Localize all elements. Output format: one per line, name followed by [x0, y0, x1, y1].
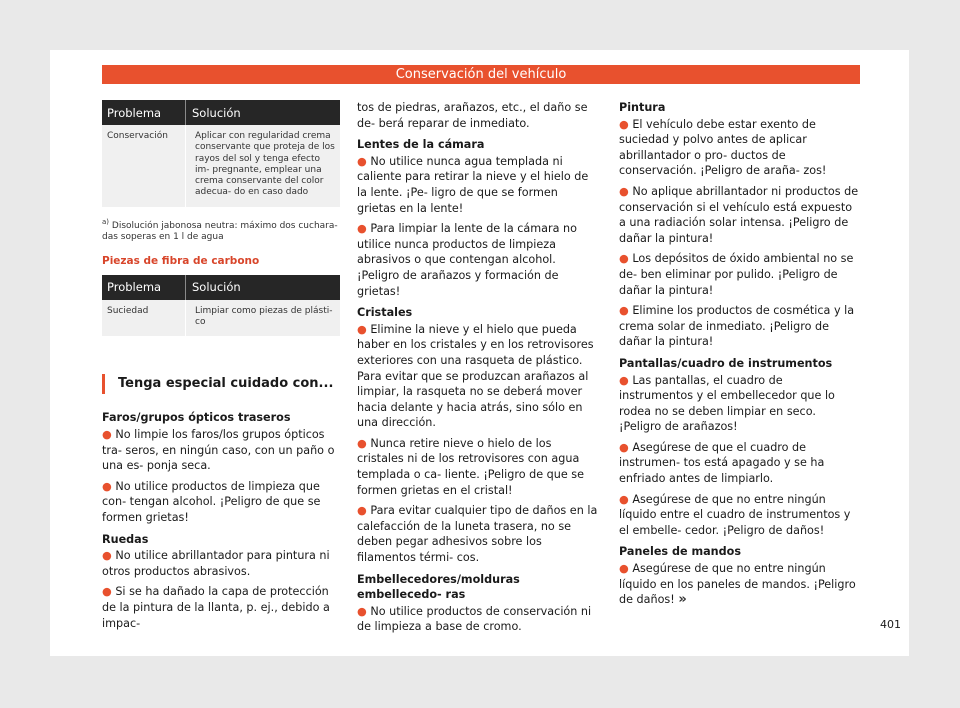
- bullet-text: No utilice abrillantador para pintura ni otros productos abrasivos.: [102, 549, 330, 578]
- bullet-text: Si se ha dañado la capa de protección de la pintura de la llanta, p. ej., debido a impac-: [102, 585, 330, 630]
- bullet-icon: ●: [357, 154, 367, 168]
- bullet-item: [102, 584, 340, 631]
- table-row: [102, 300, 340, 337]
- section-heading: Cristales: [357, 306, 413, 320]
- bullet-text: Nunca retire nieve o hielo de los cristales ni de los retrovisores con agua templada o ca- liente. ¡Peligro de que se formen grietas en el cristal!: [357, 436, 584, 497]
- table-cell-solution: Aplicar con regularidad crema conservante que proteja de los rayos del sol y tenga efecto im- pregnante, emplear una crema conservante del color adecua- do en caso dado: [186, 125, 341, 207]
- section-heading: Lentes de la cámara: [357, 138, 485, 152]
- bullet-item: [102, 548, 340, 579]
- bullet-text: No aplique abrillantador ni productos de conservación si el vehículo está expuesto a una radiación solar intensa. ¡Peligro de dañar la pintura!: [619, 184, 859, 245]
- bullet-item: [357, 221, 600, 299]
- bullet-item: [619, 492, 860, 539]
- continue-icon: »: [678, 592, 687, 608]
- bullet-item: [357, 322, 600, 431]
- bullet-text: Elimine la nieve y el hielo que pueda haber en los cristales y en los retrovisores exteriores con una rasqueta de plástico. Para evitar que se produzcan arañazos al limpiar, la rasqueta no se deberá mover hacia delante y hacia atrás, sino sólo en una dirección.: [357, 322, 594, 430]
- bullet-icon: ●: [619, 117, 629, 131]
- bullet-icon: ●: [619, 304, 629, 318]
- section-heading: Ruedas: [102, 532, 149, 546]
- bullet-item: [619, 561, 860, 608]
- bullet-text: No utilice nunca agua templada ni caliente para retirar la nieve y el hielo de la lente. ¡Pe- ligro de que se formen grietas en la lente!: [357, 154, 589, 215]
- table-cell-problem: Suciedad: [102, 300, 186, 337]
- table-row: [102, 125, 340, 207]
- care-table: [102, 100, 340, 207]
- bullet-item: [619, 184, 860, 246]
- bullet-text: Los depósitos de óxido ambiental no se de- ben eliminar por pulido. ¡Peligro de dañar la pintura!: [619, 252, 854, 297]
- section-heading: Paneles de mandos: [619, 545, 741, 559]
- column-middle: [357, 100, 600, 640]
- section-heading: Embellecedores/molduras embellecedo- ras: [357, 572, 520, 602]
- bullet-icon: ●: [619, 440, 629, 454]
- bullet-icon: ●: [102, 479, 112, 493]
- bullet-text: El vehículo debe estar exento de suciedad y polvo antes de aplicar abrillantador o pro- ductos de conservación. ¡Peligro de araña- zos!: [619, 117, 827, 178]
- section-heading: Faros/grupos ópticos traseros: [102, 411, 291, 425]
- footnote: [102, 217, 340, 244]
- bullet-item: [102, 479, 340, 526]
- table-header-problem: Problema: [102, 100, 186, 125]
- bullet-icon: ●: [357, 222, 367, 236]
- bullet-icon: ●: [357, 604, 367, 618]
- bullet-icon: ●: [619, 562, 629, 576]
- caution-title: Tenga especial cuidado con...: [102, 374, 340, 394]
- bullet-item: [619, 373, 860, 435]
- bullet-item: [619, 117, 860, 179]
- section-heading: Pantallas/cuadro de instrumentos: [619, 356, 833, 370]
- bullet-icon: ●: [619, 492, 629, 506]
- table-header-problem: Problema: [102, 275, 186, 300]
- page-number: 401: [880, 618, 901, 631]
- bullet-text: No utilice productos de limpieza que con- tengan alcohol. ¡Peligro de que se formen grietas!: [102, 479, 321, 524]
- carbon-heading: Piezas de fibra de carbono: [102, 254, 260, 267]
- bullet-text: Asegúrese de que no entre ningún líquido en los paneles de mandos. ¡Peligro de daños!: [619, 562, 856, 607]
- col1-text: [102, 410, 340, 631]
- footnote-mark: a): [102, 217, 110, 226]
- continued-text: tos de piedras, arañazos, etc., el daño se de- berá reparar de inmediato.: [357, 101, 588, 130]
- bullet-item: [102, 427, 340, 474]
- bullet-icon: ●: [357, 322, 367, 336]
- bullet-icon: ●: [357, 504, 367, 518]
- section-header: Conservación del vehículo: [102, 65, 860, 84]
- bullet-icon: ●: [102, 585, 112, 599]
- column-right: [619, 100, 860, 613]
- bullet-icon: ●: [102, 427, 112, 441]
- bullet-icon: ●: [619, 184, 629, 198]
- section-heading: Pintura: [619, 101, 666, 114]
- bullet-icon: ●: [102, 549, 112, 563]
- bullet-item: [619, 303, 860, 350]
- table-cell-solution: Limpiar como piezas de plásti- co: [186, 300, 341, 337]
- table-header-solution: Solución: [186, 275, 341, 300]
- bullet-icon: ●: [619, 252, 629, 266]
- bullet-text: No utilice productos de conservación ni de limpieza a base de cromo.: [357, 604, 592, 634]
- bullet-text: Asegúrese de que el cuadro de instrumen- tos está apagado y se ha enfriado antes de limpiarlo.: [619, 440, 825, 486]
- column-left: [102, 100, 340, 636]
- bullet-item: [357, 154, 600, 216]
- bullet-text: Asegúrese de que no entre ningún líquido entre el cuadro de instrumentos y el embelle- cedor. ¡Peligro de daños!: [619, 492, 851, 537]
- bullet-item: [357, 503, 600, 565]
- table-cell-problem: Conservación: [102, 125, 186, 207]
- bullet-text: No limpie los faros/los grupos ópticos tra- seros, en ningún caso, con un paño o una es- ponja seca.: [102, 427, 335, 473]
- bullet-icon: ●: [357, 436, 367, 450]
- bullet-item: [357, 436, 600, 498]
- carbon-table: [102, 275, 340, 337]
- bullet-text: Para limpiar la lente de la cámara no utilice nunca productos de limpieza abrasivos o que contengan alcohol. ¡Peligro de arañazos y formación de grietas!: [357, 222, 577, 298]
- bullet-text: Las pantallas, el cuadro de instrumentos y el embellecedor que lo rodea no se deben limpiar en seco. ¡Peligro de arañazos!: [619, 373, 835, 434]
- bullet-item: [619, 251, 860, 298]
- bullet-icon: ●: [619, 373, 629, 387]
- bullet-text: Para evitar cualquier tipo de daños en la calefacción de la luneta trasera, no se deben pegar adhesivos sobre los filamentos térmi- cos.: [357, 504, 598, 565]
- bullet-item: [619, 440, 860, 487]
- bullet-item: [357, 604, 600, 635]
- footnote-text: Disolución jabonosa neutra: máximo dos cuchara- das soperas en 1 l de agua: [102, 220, 338, 243]
- bullet-text: Elimine los productos de cosmética y la crema solar de inmediato. ¡Peligro de dañar la pintura!: [619, 304, 855, 349]
- table-header-solution: Solución: [186, 100, 341, 125]
